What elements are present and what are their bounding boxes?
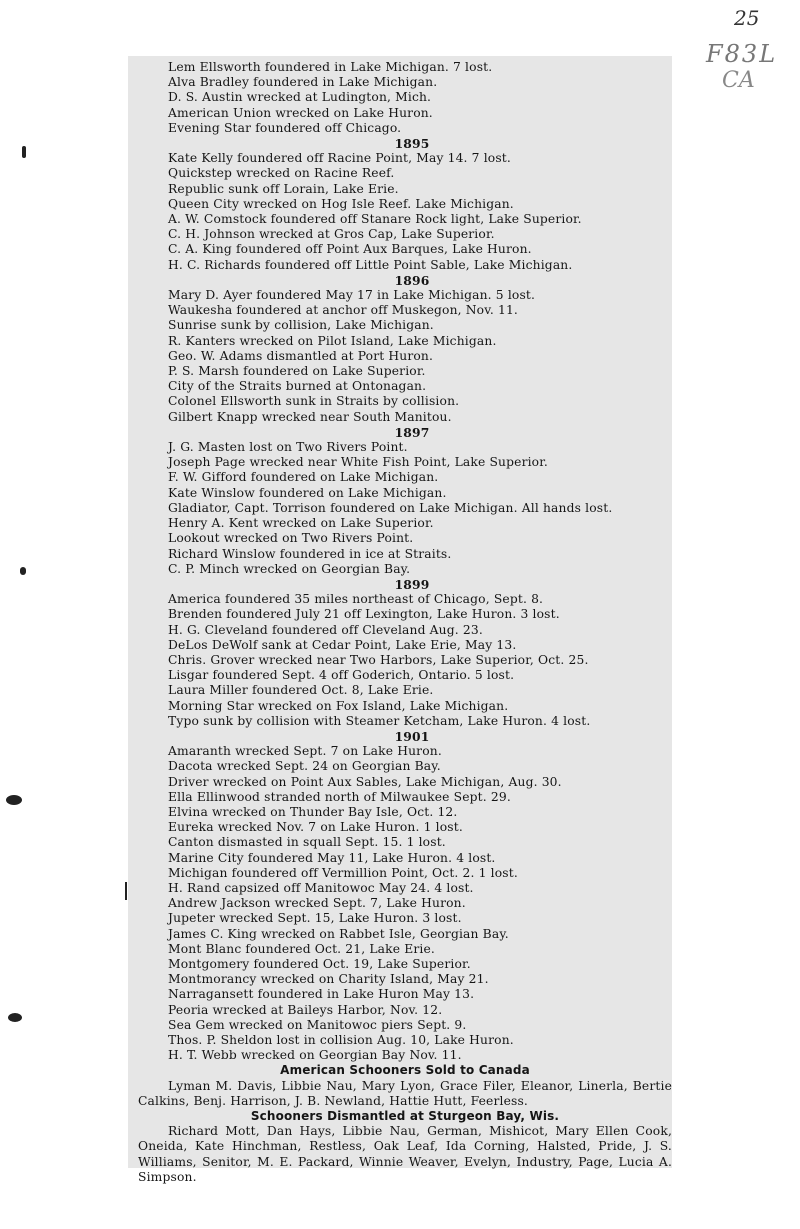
list-item: Queen City wrecked on Hog Isle Reef. Lake Michigan.: [168, 196, 514, 211]
list-item: P. S. Marsh foundered on Lake Superior.: [168, 364, 426, 379]
list-item: Thos. P. Sheldon lost in collision Aug. 10, Lake Huron.: [168, 1033, 514, 1047]
year-heading: 1897: [394, 424, 430, 440]
list-item: H. Rand capsized off Manitowoc May 24. 4 lost.: [168, 880, 474, 895]
list-item: Montgomery foundered Oct. 19, Lake Superior.: [168, 956, 471, 971]
list-item: F. W. Gifford foundered on Lake Michigan.: [168, 470, 439, 485]
shipwreck-list: [138, 60, 672, 1185]
list-item: H. C. Richards foundered off Little Point Sable, Lake Michigan.: [168, 257, 573, 272]
list-item: Alva Bradley foundered in Lake Michigan.: [168, 75, 438, 90]
list-item: Waukesha foundered at anchor off Muskegon, Nov. 11.: [168, 303, 518, 318]
ink-mark: [8, 1013, 22, 1022]
list-item: H. T. Webb wrecked on Georgian Bay Nov. 11.: [168, 1048, 462, 1063]
ink-mark: [22, 146, 26, 158]
list-item: Evening Star foundered off Chicago.: [168, 120, 402, 135]
list-item: Brenden foundered July 21 off Lexington, Lake Huron. 3 lost.: [168, 607, 560, 622]
list-item: D. S. Austin wrecked at Ludington, Mich.: [168, 90, 432, 105]
list-item: R. Kanters wrecked on Pilot Island, Lake Michigan.: [168, 333, 497, 348]
list-item: Kate Kelly foundered off Racine Point, May 14. 7 lost.: [168, 151, 511, 166]
list-item: A. W. Comstock foundered off Stanare Rock light, Lake Superior.: [168, 212, 582, 227]
list-item: City of the Straits burned at Ontonagan.: [168, 379, 427, 394]
list-item: America foundered 35 miles northeast of Chicago, Sept. 8.: [168, 592, 544, 607]
list-item: H. G. Cleveland foundered off Cleveland Aug. 23.: [168, 622, 483, 637]
page-number-note: 25: [734, 6, 760, 30]
list-item: Henry A. Kent wrecked on Lake Superior.: [168, 516, 434, 531]
list-item: Laura Miller foundered Oct. 8, Lake Erie.: [168, 683, 434, 698]
list-item: Lisgar foundered Sept. 4 off Goderich, Ontario. 5 lost.: [168, 668, 515, 683]
list-item: Amaranth wrecked Sept. 7 on Lake Huron.: [168, 744, 442, 759]
list-item: Morning Star wrecked on Fox Island, Lake Michigan.: [168, 698, 509, 713]
section-heading-dismantled: Schooners Dismantled at Sturgeon Bay, Wis.: [250, 1109, 560, 1124]
list-item: Driver wrecked on Point Aux Sables, Lake Michigan, Aug. 30.: [168, 774, 562, 789]
list-item: Mary D. Ayer foundered May 17 in Lake Michigan. 5 lost.: [168, 288, 536, 303]
list-item: Andrew Jackson wrecked Sept. 7, Lake Huron.: [168, 896, 466, 911]
year-heading: 1895: [394, 136, 430, 152]
list-item: Typo sunk by collision with Steamer Ketcham, Lake Huron. 4 lost.: [168, 713, 591, 728]
list-item: Sea Gem wrecked on Manitowoc piers Sept. 9.: [168, 1017, 467, 1032]
list-item: Gladiator, Capt. Torrison foundered on Lake Michigan. All hands lost.: [168, 500, 613, 515]
list-item: Chris. Grover wrecked near Two Harbors, Lake Superior, Oct. 25.: [168, 652, 589, 667]
list-item: Gilbert Knapp wrecked near South Manitou.: [168, 409, 452, 424]
ink-mark: [6, 795, 22, 805]
list-item: Marine City foundered May 11, Lake Huron. 4 lost.: [168, 850, 496, 865]
list-item: Michigan foundered off Vermillion Point, Oct. 2. 1 lost.: [168, 865, 518, 880]
list-item: DeLos DeWolf sank at Cedar Point, Lake Erie, May 13.: [168, 637, 517, 652]
list-item: Mont Blanc foundered Oct. 21, Lake Erie.: [168, 941, 435, 956]
list-item: C. H. Johnson wrecked at Gros Cap, Lake Superior.: [168, 227, 495, 242]
list-item: Dacota wrecked Sept. 24 on Georgian Bay.: [168, 759, 441, 774]
dismantled-schooners-paragraph: Richard Mott, Dan Hays, Libbie Nau, German, Mishicot, Mary Ellen Cook, Oneida, Kate Hinchman, Restless, Oak Leaf, Ida Corning, Halsted, Pride, J. S. Williams, Senitor, M. E. Packard, Winnie Weaver, Evelyn, Industry, Page, Lucia A. Simpson.: [138, 1124, 672, 1184]
list-item: Colonel Ellsworth sunk in Straits by collision.: [168, 394, 460, 409]
ink-mark: [20, 567, 26, 575]
catalog-note-bottom: CA: [722, 68, 755, 93]
list-item: Sunrise sunk by collision, Lake Michigan.: [168, 318, 434, 333]
list-item: James C. King wrecked on Rabbet Isle, Georgian Bay.: [168, 926, 509, 941]
list-item: Montmorancy wrecked on Charity Island, May 21.: [168, 972, 489, 987]
sold-schooners-paragraph: Lyman M. Davis, Libbie Nau, Mary Lyon, Grace Filer, Eleanor, Linerla, Bertie Calkins, Benj. Harrison, J. B. Newland, Hattie Hutt, Feerless.: [138, 1078, 672, 1108]
list-item: Kate Winslow foundered on Lake Michigan.: [168, 485, 447, 500]
list-item: Geo. W. Adams dismantled at Port Huron.: [168, 348, 434, 363]
section-heading-sold: American Schooners Sold to Canada: [280, 1063, 530, 1078]
list-item: Eureka wrecked Nov. 7 on Lake Huron. 1 lost.: [168, 820, 463, 835]
margin-bar: [125, 882, 127, 900]
list-item: Elvina wrecked on Thunder Bay Isle, Oct. 12.: [168, 804, 458, 819]
list-item: Lem Ellsworth foundered in Lake Michigan. 7 lost.: [168, 60, 493, 74]
list-item: Quickstep wrecked on Racine Reef.: [168, 166, 395, 181]
catalog-note-top: F83L: [706, 40, 778, 68]
list-item: Republic sunk off Lorain, Lake Erie.: [168, 181, 399, 196]
list-item: C. A. King foundered off Point Aux Barques, Lake Huron.: [168, 242, 532, 257]
list-item: American Union wrecked on Lake Huron.: [168, 105, 433, 120]
year-heading: 1899: [394, 576, 430, 592]
list-item: Lookout wrecked on Two Rivers Point.: [168, 531, 414, 546]
year-heading: 1896: [394, 272, 430, 288]
list-item: Richard Winslow foundered in ice at Straits.: [168, 546, 452, 561]
list-item: Ella Ellinwood stranded north of Milwaukee Sept. 29.: [168, 789, 511, 804]
list-item: J. G. Masten lost on Two Rivers Point.: [168, 440, 408, 455]
list-item: Narragansett foundered in Lake Huron May 13.: [168, 987, 475, 1002]
year-heading: 1901: [394, 728, 430, 744]
list-item: Canton dismasted in squall Sept. 15. 1 lost.: [168, 835, 446, 850]
list-item: C. P. Minch wrecked on Georgian Bay.: [168, 561, 411, 576]
list-item: Joseph Page wrecked near White Fish Point, Lake Superior.: [168, 455, 548, 470]
list-item: Peoria wrecked at Baileys Harbor, Nov. 12.: [168, 1002, 443, 1017]
list-item: Jupeter wrecked Sept. 15, Lake Huron. 3 lost.: [168, 911, 462, 926]
